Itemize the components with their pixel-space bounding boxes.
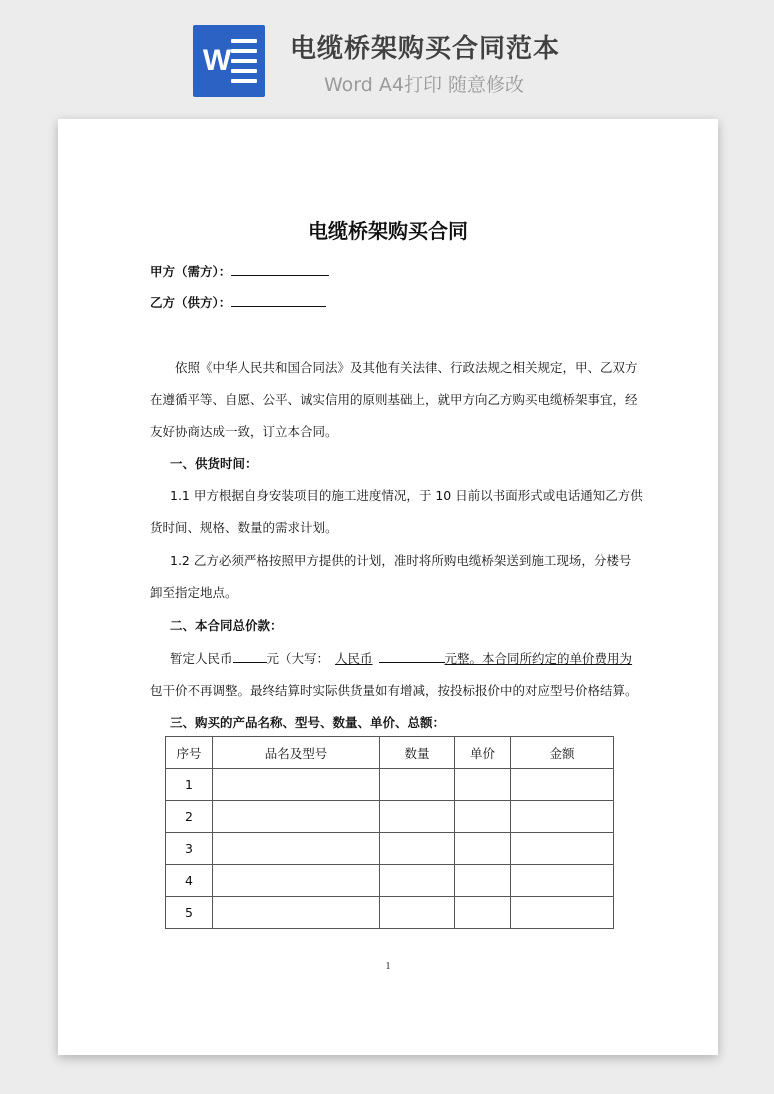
- cell-quantity[interactable]: [380, 769, 455, 801]
- row-index: 1: [166, 769, 213, 801]
- price-words-blank[interactable]: [379, 650, 445, 663]
- cell-name-model[interactable]: [213, 865, 380, 897]
- price-unit: 元（大写：: [266, 651, 330, 666]
- intro-line-2: 在遵循平等、自愿、公平、诚实信用的原则基础上，就甲方向乙方购买电缆桥架事宜，经: [150, 392, 638, 407]
- product-table: [165, 736, 614, 929]
- banner-subtitle: Word A4打印 随意修改: [324, 74, 525, 96]
- price-line-2: 包干价不再调整。最终结算时实际供货量如有增减，按投标报价中的对应型号价格结算。: [150, 683, 638, 698]
- cell-amount[interactable]: [511, 769, 614, 801]
- cell-unit-price[interactable]: [455, 769, 511, 801]
- price-prefix: 暂定人民币: [170, 651, 233, 666]
- price-line-1: [170, 649, 632, 667]
- price-rmb-label: 人民币: [335, 651, 373, 666]
- table-header-row: [166, 737, 614, 769]
- table-row: [166, 801, 614, 833]
- intro-line-3: 友好协商达成一致，订立本合同。: [150, 424, 338, 439]
- row-index: 4: [166, 865, 213, 897]
- row-index: 3: [166, 833, 213, 865]
- cell-name-model[interactable]: [213, 801, 380, 833]
- col-header-index: 序号: [166, 737, 213, 769]
- banner-title: 电缆桥架购买合同范本: [290, 34, 561, 64]
- word-logo-letter: W: [202, 44, 232, 77]
- cell-amount[interactable]: [511, 833, 614, 865]
- document-page: [58, 119, 718, 1055]
- word-icon: [193, 25, 265, 97]
- table-row: [166, 897, 614, 929]
- price-suffix: 元整。本合同所约定的单价费用为: [444, 651, 633, 666]
- section-2-heading: 二、本合同总价款：: [170, 618, 283, 633]
- clause-1-2-line-1: 1.2 乙方必须严格按照甲方提供的计划，准时将所购电缆桥架送到施工现场，分楼号: [170, 553, 632, 568]
- cell-unit-price[interactable]: [455, 801, 511, 833]
- table-row: [166, 833, 614, 865]
- cell-name-model[interactable]: [213, 897, 380, 929]
- party-b-blank[interactable]: [231, 294, 326, 307]
- col-header-quantity: 数量: [380, 737, 455, 769]
- party-b-label: 乙方（供方）：: [150, 295, 232, 310]
- cell-quantity[interactable]: [380, 833, 455, 865]
- party-a-line: [150, 262, 329, 280]
- section-1-heading: 一、供货时间：: [170, 456, 258, 471]
- cell-quantity[interactable]: [380, 865, 455, 897]
- table-row: [166, 865, 614, 897]
- clause-1-1-line-2: 货时间、规格、数量的需求计划。: [150, 520, 338, 535]
- party-a-blank[interactable]: [231, 263, 329, 276]
- banner: [0, 0, 774, 110]
- table-row: [166, 769, 614, 801]
- section-3-heading: 三、购买的产品名称、型号、数量、单价、总额：: [170, 715, 446, 730]
- cell-name-model[interactable]: [213, 769, 380, 801]
- party-b-line: [150, 293, 326, 311]
- intro-line-1: 依照《中华人民共和国合同法》及其他有关法律、行政法规之相关规定，甲、乙双方: [175, 360, 638, 375]
- clause-1-2-line-2: 卸至指定地点。: [150, 585, 238, 600]
- cell-quantity[interactable]: [380, 801, 455, 833]
- cell-unit-price[interactable]: [455, 897, 511, 929]
- cell-quantity[interactable]: [380, 897, 455, 929]
- cell-amount[interactable]: [511, 897, 614, 929]
- cell-unit-price[interactable]: [455, 865, 511, 897]
- row-index: 2: [166, 801, 213, 833]
- col-header-unit-price: 单价: [455, 737, 511, 769]
- party-a-label: 甲方（需方）：: [150, 264, 232, 279]
- cell-unit-price[interactable]: [455, 833, 511, 865]
- page-number: 1: [385, 961, 391, 972]
- col-header-amount: 金额: [511, 737, 614, 769]
- clause-1-1-line-1: 1.1 甲方根据自身安装项目的施工进度情况，于 10 日前以书面形式或电话通知乙方供: [170, 488, 643, 503]
- cell-amount[interactable]: [511, 865, 614, 897]
- cell-amount[interactable]: [511, 801, 614, 833]
- price-amount-blank[interactable]: [233, 650, 267, 663]
- cell-name-model[interactable]: [213, 833, 380, 865]
- document-title: 电缆桥架购买合同: [308, 219, 468, 243]
- col-header-name-model: 品名及型号: [213, 737, 380, 769]
- row-index: 5: [166, 897, 213, 929]
